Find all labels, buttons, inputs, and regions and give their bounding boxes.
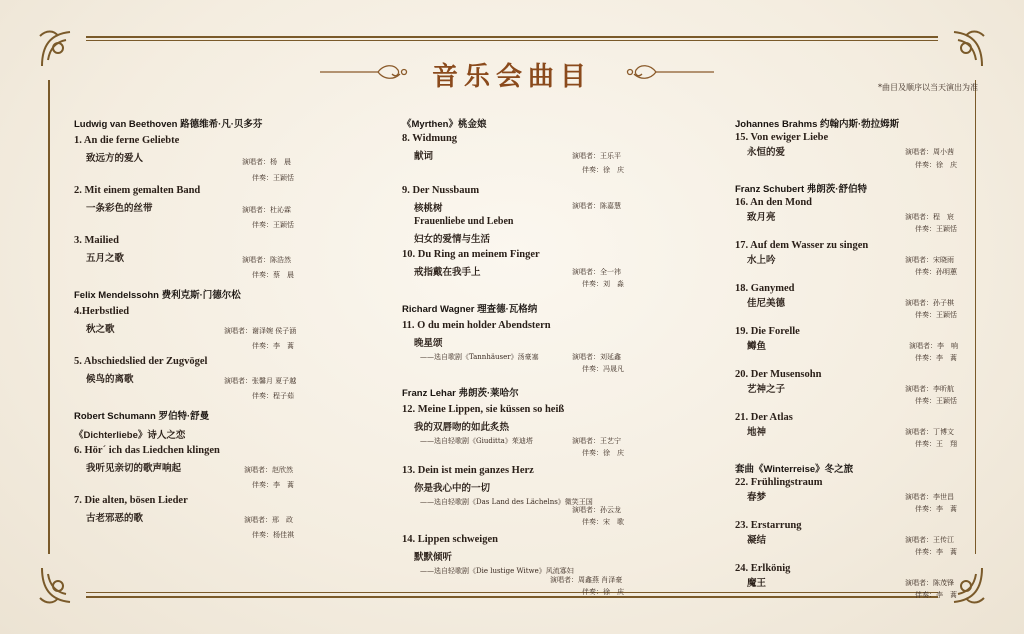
piece-16 xyxy=(735,197,975,231)
pianist-credit: 伴奏：王颖恬 xyxy=(915,225,957,233)
piece-title-zh: 魔王 xyxy=(747,578,767,589)
piece-6 xyxy=(74,445,314,489)
piece-21 xyxy=(735,412,975,452)
singer-credit: 演唱者：杜沁霖 xyxy=(242,206,291,214)
piece-2 xyxy=(74,185,314,229)
singer-credit: 演唱者：陈嘉慧 xyxy=(572,202,621,210)
piece-13 xyxy=(402,465,642,525)
title-block xyxy=(300,52,724,96)
program-note: *曲目及顺序以当天演出为准 xyxy=(878,83,978,92)
piece-title: 15. Von ewiger Liebe xyxy=(735,132,829,143)
frame-top-line-inner xyxy=(86,40,938,41)
piece-3 xyxy=(74,235,314,278)
piece-title: 17. Auf dem Wasser zu singen xyxy=(735,240,869,251)
piece-title-zh: 秋之歌 xyxy=(86,324,115,335)
source-opera: ——选自轻歌剧《Die lustige Witwe》风流寡妇 xyxy=(420,567,574,575)
frame-top-line xyxy=(86,36,938,38)
piece-title-zh: 默默倾听 xyxy=(414,552,453,563)
piece-title: 21. Der Atlas xyxy=(735,412,793,423)
piece-title-zh: 我听见亲切的歌声响起 xyxy=(86,463,182,474)
pianist-credit: 伴奏：冯晟凡 xyxy=(582,365,624,373)
composer-heading: Felix Mendelssohn 费利克斯·门德尔松 xyxy=(74,290,241,301)
piece-title-zh: 艺神之子 xyxy=(747,384,786,395)
piece-title-zh: 致月亮 xyxy=(747,212,776,223)
singer-credit: 演唱者：全一祎 xyxy=(572,268,621,276)
song-cycle-heading: 套曲《Winterreise》冬之旅 xyxy=(735,464,854,475)
pianist-credit: 伴奏：李 蒿 xyxy=(915,548,957,556)
singer-credit: 演唱者：杨 晨 xyxy=(242,158,291,166)
pianist-credit: 伴奏：王颖恬 xyxy=(915,397,957,405)
singer-credit: 演唱者：李 响 xyxy=(909,342,958,350)
pianist-credit: 伴奏：程子茹 xyxy=(252,392,294,400)
frame-left-line xyxy=(48,80,50,554)
singer-credit: 演唱者：邢 政 xyxy=(244,516,293,524)
piece-title-zh: 我的双唇吻的如此炙热 xyxy=(414,422,510,433)
piece-23 xyxy=(735,520,975,554)
singer-credit: 演唱者：孙云龙 xyxy=(572,506,621,514)
pianist-credit: 伴奏：李 蒿 xyxy=(915,505,957,513)
piece-title-zh: 晚星颂 xyxy=(414,338,443,349)
source-opera: ——选自歌剧《Tannhäuser》汤豪塞 xyxy=(420,353,539,361)
piece-title-zh: 凝结 xyxy=(747,535,767,546)
singer-credit: 演唱者：谢泽婉 侯子涵 xyxy=(224,327,297,335)
singer-credit: 演唱者：孙子棋 xyxy=(905,299,954,307)
pianist-credit: 伴奏：李 蒿 xyxy=(915,354,957,362)
pianist-credit: 伴奏：杨佳祺 xyxy=(252,531,294,539)
pianist-credit: 伴奏：李 蒿 xyxy=(252,481,294,489)
piece-title: 6. Hör´ ich das Liedchen klingen xyxy=(74,445,220,456)
corner-ornament-top-right xyxy=(942,26,988,72)
piece-title: 19. Die Forelle xyxy=(735,326,800,337)
pianist-credit: 伴奏：徐 庆 xyxy=(582,449,624,457)
piece-title: 3. Mailied xyxy=(74,235,119,246)
corner-ornament-bottom-left xyxy=(36,562,82,608)
singer-credit: 演唱者：陈茂锋 xyxy=(905,579,954,587)
piece-title-zh: 致远方的爱人 xyxy=(86,153,144,164)
pianist-credit: 伴奏：李 蒿 xyxy=(915,591,957,599)
singer-credit: 演唱者：丁博文 xyxy=(905,428,954,436)
column-3 xyxy=(735,116,975,598)
piece-title-zh: 一条彩色的丝带 xyxy=(86,203,153,214)
composer-heading: Robert Schumann 罗伯特·舒曼 xyxy=(74,411,210,422)
piece-24 xyxy=(735,563,975,599)
piece-title-zh: 戒指戴在我手上 xyxy=(414,267,481,278)
song-cycle-heading: 《Dichterliebe》诗人之恋 xyxy=(74,430,186,441)
piece-title-zh: 永恒的爱 xyxy=(747,147,786,158)
piece-title-zh: 候鸟的离歌 xyxy=(86,374,134,385)
piece-title: 24. Erlkönig xyxy=(735,563,791,574)
singer-credit: 演唱者：程 宸 xyxy=(905,213,954,221)
source-opera: ——选自轻歌剧《Das Land des Lächelns》微笑王国 xyxy=(420,498,593,506)
piece-10 xyxy=(402,249,642,292)
pianist-credit: 伴奏：王颖恬 xyxy=(915,311,957,319)
piece-title-zh: 鳟鱼 xyxy=(747,341,767,352)
piece-title: 5. Abschiedslied der Zugvögel xyxy=(74,356,208,367)
composer-heading: Ludwig van Beethoven 路德维希·凡·贝多芬 xyxy=(74,119,263,130)
piece-title: 10. Du Ring an meinem Finger xyxy=(402,249,540,260)
piece-4 xyxy=(74,306,314,350)
singer-credit: 演唱者：王传江 xyxy=(905,536,954,544)
pianist-credit: 伴奏：王颖恬 xyxy=(252,174,294,182)
piece-9 xyxy=(402,185,642,214)
composer-heading: Richard Wagner 理查德·瓦格纳 xyxy=(402,304,538,315)
piece-8 xyxy=(402,133,642,176)
piece-17 xyxy=(735,240,975,274)
piece-12 xyxy=(402,404,642,456)
piece-title: 9. Der Nussbaum xyxy=(402,185,480,196)
piece-title: 16. An den Mond xyxy=(735,197,813,208)
piece-title: 8. Widmung xyxy=(402,133,458,144)
song-cycle-heading-zh: 妇女的爱情与生活 xyxy=(414,234,491,245)
piece-5 xyxy=(74,356,314,399)
composer-heading: Franz Lehar 弗朗茨·莱哈尔 xyxy=(402,388,519,399)
piece-title: 1. An die ferne Geliebte xyxy=(74,135,180,146)
singer-credit: 演唱者：周鑫燕 肖泽豪 xyxy=(550,576,623,584)
piece-title-zh: 佳尼美德 xyxy=(747,298,786,309)
piece-20 xyxy=(735,369,975,403)
piece-title: 2. Mit einem gemalten Band xyxy=(74,185,201,196)
piece-title-zh: 古老邪恶的歌 xyxy=(86,513,144,524)
pianist-credit: 伴奏：徐 庆 xyxy=(582,166,624,174)
piece-title-zh: 五月之歌 xyxy=(86,253,125,264)
pianist-credit: 伴奏：徐 庆 xyxy=(582,588,624,596)
piece-7 xyxy=(74,495,314,539)
singer-credit: 演唱者：赵欣然 xyxy=(244,466,293,474)
piece-title-zh: 献词 xyxy=(414,151,434,162)
pianist-credit: 伴奏：宋 歌 xyxy=(582,518,624,526)
pianist-credit: 伴奏：徐 庆 xyxy=(915,161,957,169)
singer-credit: 演唱者：陈浩然 xyxy=(242,256,291,264)
piece-title-zh: 地神 xyxy=(747,427,767,438)
corner-ornament-top-left xyxy=(36,26,82,72)
piece-title: 7. Die alten, bösen Lieder xyxy=(74,495,188,506)
piece-title: 13. Dein ist mein ganzes Herz xyxy=(402,465,534,476)
piece-19 xyxy=(735,326,975,360)
piece-title: 18. Ganymed xyxy=(735,283,795,294)
song-cycle-heading: Frauenliebe und Leben xyxy=(414,216,514,227)
column-2 xyxy=(402,116,642,596)
pianist-credit: 伴奏：王 翔 xyxy=(915,440,957,448)
pianist-credit: 伴奏：王颖恬 xyxy=(252,221,294,229)
piece-title: 11. O du mein holder Abendstern xyxy=(402,320,551,331)
piece-18 xyxy=(735,283,975,317)
piece-title: 22. Frühlingstraum xyxy=(735,477,823,488)
piece-title: 23. Erstarrung xyxy=(735,520,802,531)
pianist-credit: 伴奏：李 蒿 xyxy=(252,342,294,350)
singer-credit: 演唱者：王艺宁 xyxy=(572,437,621,445)
pianist-credit: 伴奏：蔡 晨 xyxy=(252,271,294,279)
composer-heading: Johannes Brahms 约翰内斯·勃拉姆斯 xyxy=(735,119,900,130)
piece-title: 4.Herbstlied xyxy=(74,306,130,317)
singer-credit: 演唱者：周小茜 xyxy=(905,148,954,156)
composer-heading: Franz Schubert 弗朗茨·舒伯特 xyxy=(735,184,867,195)
song-cycle-heading: 《Myrthen》桃金娘 xyxy=(402,119,487,130)
piece-title: 20. Der Musensohn xyxy=(735,369,822,380)
piece-title: 12. Meine Lippen, sie küssen so heiß xyxy=(402,404,565,415)
piece-15 xyxy=(735,132,975,172)
piece-22 xyxy=(735,477,975,511)
singer-credit: 演唱者：刘延鑫 xyxy=(572,353,621,361)
piece-14 xyxy=(402,534,642,596)
column-1 xyxy=(74,116,314,539)
piece-title-zh: 水上吟 xyxy=(747,255,776,266)
singer-credit: 演唱者：李世昌 xyxy=(905,493,954,501)
singer-credit: 演唱者：张馨月 夏子越 xyxy=(224,377,297,385)
piece-title: 14. Lippen schweigen xyxy=(402,534,498,545)
pianist-credit: 伴奏：孙明蕙 xyxy=(915,268,957,276)
source-opera: ——选自轻歌剧《Giuditta》茱迪塔 xyxy=(420,437,533,445)
pianist-credit: 伴奏：刘 淼 xyxy=(582,280,624,288)
piece-1 xyxy=(74,135,314,182)
piece-11 xyxy=(402,320,642,376)
piece-title-zh: 核桃树 xyxy=(414,203,443,214)
singer-credit: 演唱者：李昕航 xyxy=(905,385,954,393)
page-title: 音乐会曲目 xyxy=(431,62,592,92)
singer-credit: 演唱者：宋晓雨 xyxy=(905,256,954,264)
piece-title-zh: 你是我心中的一切 xyxy=(414,483,491,494)
piece-title-zh: 春梦 xyxy=(747,492,767,503)
singer-credit: 演唱者：王乐平 xyxy=(572,152,621,160)
